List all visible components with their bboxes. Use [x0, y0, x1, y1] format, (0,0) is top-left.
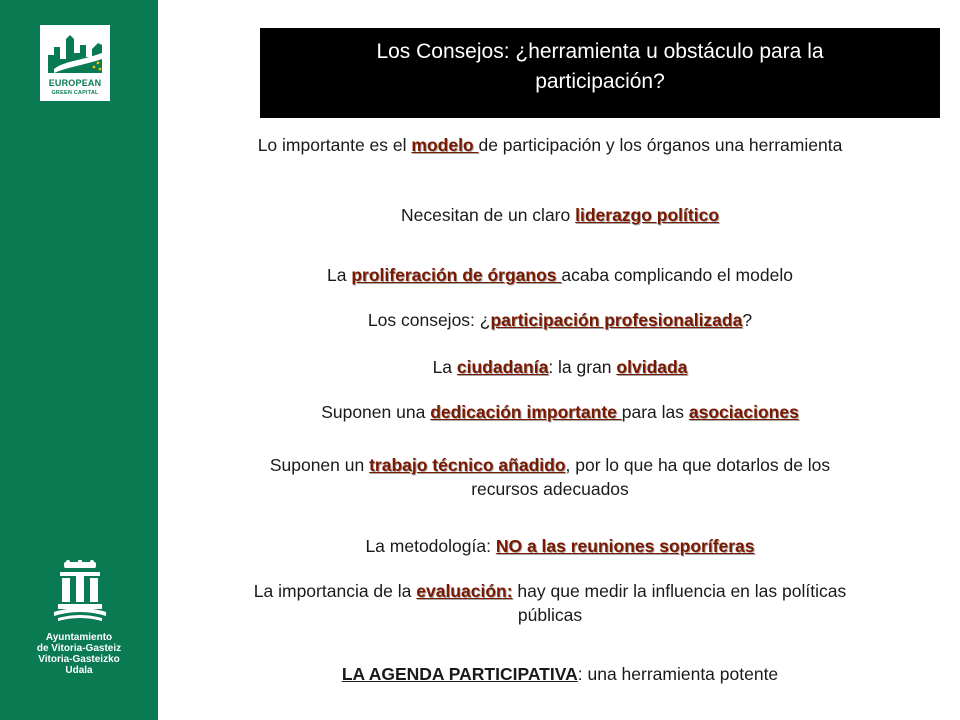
green-city-icon	[40, 25, 110, 77]
city-line: Vitoria-Gasteizko	[38, 654, 120, 665]
text: Suponen una	[321, 402, 431, 422]
highlight-term: proliferación de órganos	[351, 265, 562, 285]
text: de participación y los órganos una herramienta	[478, 135, 843, 155]
highlight-term: trabajo técnico añadido	[369, 455, 566, 475]
text: Lo importante es el	[257, 135, 412, 155]
bullet-ciudadania	[180, 355, 940, 379]
text: hay que medir la influencia en las políticas públicas	[512, 581, 847, 625]
text: La importancia de la	[253, 581, 417, 601]
bullet-participacion-profesionalizada	[180, 308, 940, 332]
highlight-term: olvidada	[616, 357, 688, 377]
highlight-term: dedicación importante	[430, 402, 622, 422]
text: para las	[621, 402, 689, 422]
text: : una herramienta potente	[577, 664, 779, 684]
text: ?	[742, 310, 753, 330]
bullet-modelo	[210, 133, 890, 157]
title-line: Los Consejos: ¿herramienta u obstáculo para la	[376, 40, 824, 63]
bullet-trabajo-tecnico	[240, 453, 860, 501]
title-line: participación?	[535, 70, 665, 93]
highlight-term: asociaciones	[688, 402, 799, 422]
sidebar	[0, 0, 158, 720]
slide-title	[280, 37, 920, 97]
text: La metodología:	[365, 536, 496, 556]
city-line: Ayuntamiento	[45, 632, 113, 643]
text: Los consejos: ¿	[367, 310, 491, 330]
text: La	[327, 265, 352, 285]
city-line: de Vitoria-Gasteiz	[36, 643, 122, 654]
coat-of-arms-icon	[50, 560, 110, 622]
text: La	[432, 357, 457, 377]
european-green-capital-logo	[40, 25, 110, 101]
highlight-term: participación profesionalizada	[490, 310, 743, 330]
highlight-term: ciudadanía	[456, 357, 549, 377]
bullet-proliferacion	[180, 263, 940, 287]
city-line: Udala	[65, 665, 93, 676]
highlight-term: modelo	[411, 135, 479, 155]
text: Suponen un	[269, 455, 370, 475]
title-box	[260, 28, 940, 118]
highlight-term: evaluación:	[416, 581, 513, 601]
bullet-evaluacion	[250, 579, 850, 627]
logo-text-green-capital: GREEN CAPITAL	[51, 90, 99, 96]
bullet-dedicacion	[180, 400, 940, 424]
text: : la gran	[548, 357, 617, 377]
logo-text-european: EUROPEAN	[48, 78, 102, 88]
text: Necesitan de un claro	[400, 205, 576, 225]
text: , por lo que ha que dotarlos de los recursos adecuados	[471, 455, 831, 499]
text: acaba complicando el modelo	[561, 265, 793, 285]
city-council-name	[0, 632, 158, 676]
highlight-term: liderazgo político	[575, 205, 720, 225]
bullet-metodologia	[180, 534, 940, 558]
bullet-liderazgo	[180, 203, 940, 227]
agenda-term: LA AGENDA PARTICIPATIVA	[341, 664, 578, 684]
highlight-term: NO a las reuniones soporíferas	[495, 536, 755, 556]
bullet-agenda	[180, 662, 940, 686]
